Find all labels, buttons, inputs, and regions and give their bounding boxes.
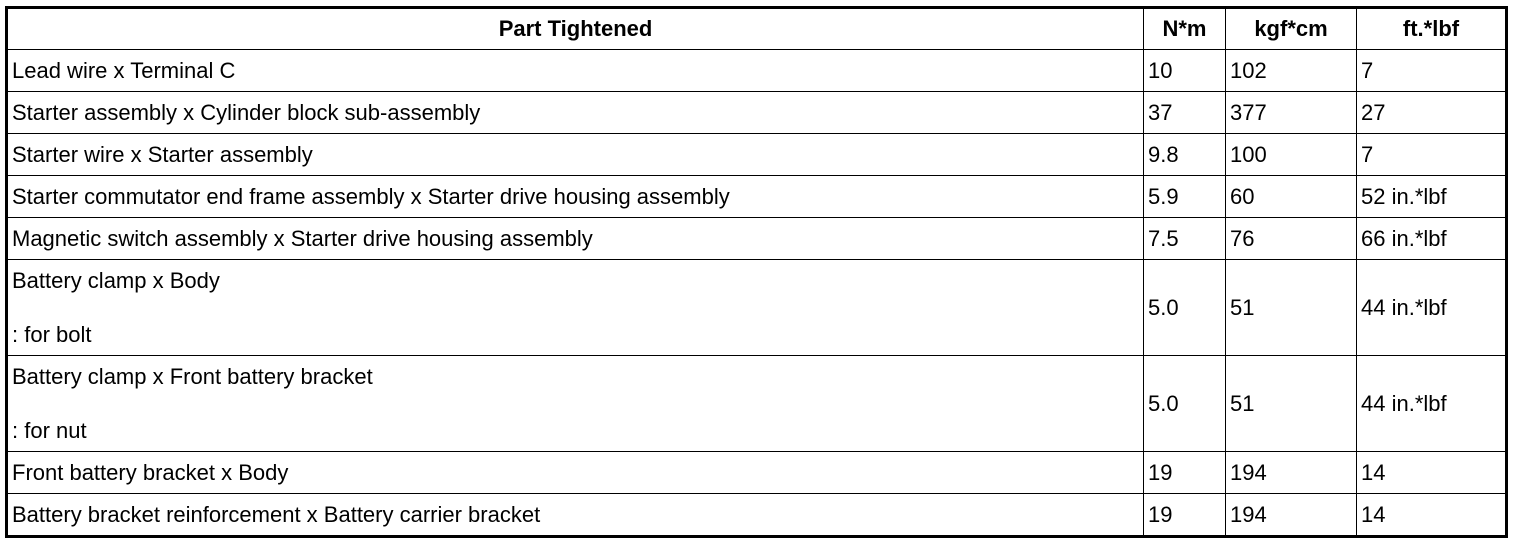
kgfcm-cell: 102 — [1226, 50, 1357, 92]
table-row — [7, 356, 1507, 452]
ftlbf-cell: 52 in.*lbf — [1357, 176, 1507, 218]
part-cell: Starter assembly x Cylinder block sub-assembly — [7, 92, 1144, 134]
ftlbf-cell: 14 — [1357, 494, 1507, 537]
nm-cell: 5.9 — [1144, 176, 1226, 218]
part-cell: Magnetic switch assembly x Starter drive housing assembly — [7, 218, 1144, 260]
nm-cell: 19 — [1144, 452, 1226, 494]
table-row — [7, 134, 1507, 176]
part-note: : for nut — [12, 417, 87, 443]
kgfcm-cell: 377 — [1226, 92, 1357, 134]
kgfcm-cell: 100 — [1226, 134, 1357, 176]
table-row — [7, 176, 1507, 218]
kgfcm-cell: 194 — [1226, 452, 1357, 494]
nm-cell: 5.0 — [1144, 356, 1226, 452]
nm-cell: 37 — [1144, 92, 1226, 134]
header-nm: N*m — [1144, 8, 1226, 50]
part-cell: Starter commutator end frame assembly x Starter drive housing assembly — [7, 176, 1144, 218]
part-cell: Front battery bracket x Body — [7, 452, 1144, 494]
header-kgfcm: kgf*cm — [1226, 8, 1357, 50]
table-row — [7, 50, 1507, 92]
torque-specification-table — [5, 6, 1508, 538]
nm-cell: 9.8 — [1144, 134, 1226, 176]
nm-cell: 5.0 — [1144, 260, 1226, 356]
kgfcm-cell: 51 — [1226, 260, 1357, 356]
part-cell: Lead wire x Terminal C — [7, 50, 1144, 92]
kgfcm-cell: 60 — [1226, 176, 1357, 218]
torque-table-container — [5, 6, 1508, 538]
table-row — [7, 218, 1507, 260]
ftlbf-cell: 7 — [1357, 134, 1507, 176]
kgfcm-cell: 51 — [1226, 356, 1357, 452]
table-row — [7, 494, 1507, 537]
part-name: Battery clamp x Body — [12, 267, 220, 293]
nm-cell: 10 — [1144, 50, 1226, 92]
nm-cell: 7.5 — [1144, 218, 1226, 260]
ftlbf-cell: 44 in.*lbf — [1357, 356, 1507, 452]
table-row — [7, 260, 1507, 356]
table-row — [7, 92, 1507, 134]
ftlbf-cell: 14 — [1357, 452, 1507, 494]
part-cell — [7, 260, 1144, 356]
nm-cell: 19 — [1144, 494, 1226, 537]
kgfcm-cell: 76 — [1226, 218, 1357, 260]
header-ftlbf: ft.*lbf — [1357, 8, 1507, 50]
part-note: : for bolt — [12, 321, 92, 347]
table-header-row — [7, 8, 1507, 50]
table-row — [7, 452, 1507, 494]
header-part-tightened: Part Tightened — [7, 8, 1144, 50]
ftlbf-cell: 27 — [1357, 92, 1507, 134]
part-cell: Battery bracket reinforcement x Battery carrier bracket — [7, 494, 1144, 537]
part-cell — [7, 356, 1144, 452]
kgfcm-cell: 194 — [1226, 494, 1357, 537]
ftlbf-cell: 7 — [1357, 50, 1507, 92]
part-cell: Starter wire x Starter assembly — [7, 134, 1144, 176]
ftlbf-cell: 66 in.*lbf — [1357, 218, 1507, 260]
ftlbf-cell: 44 in.*lbf — [1357, 260, 1507, 356]
part-name: Battery clamp x Front battery bracket — [12, 363, 373, 389]
